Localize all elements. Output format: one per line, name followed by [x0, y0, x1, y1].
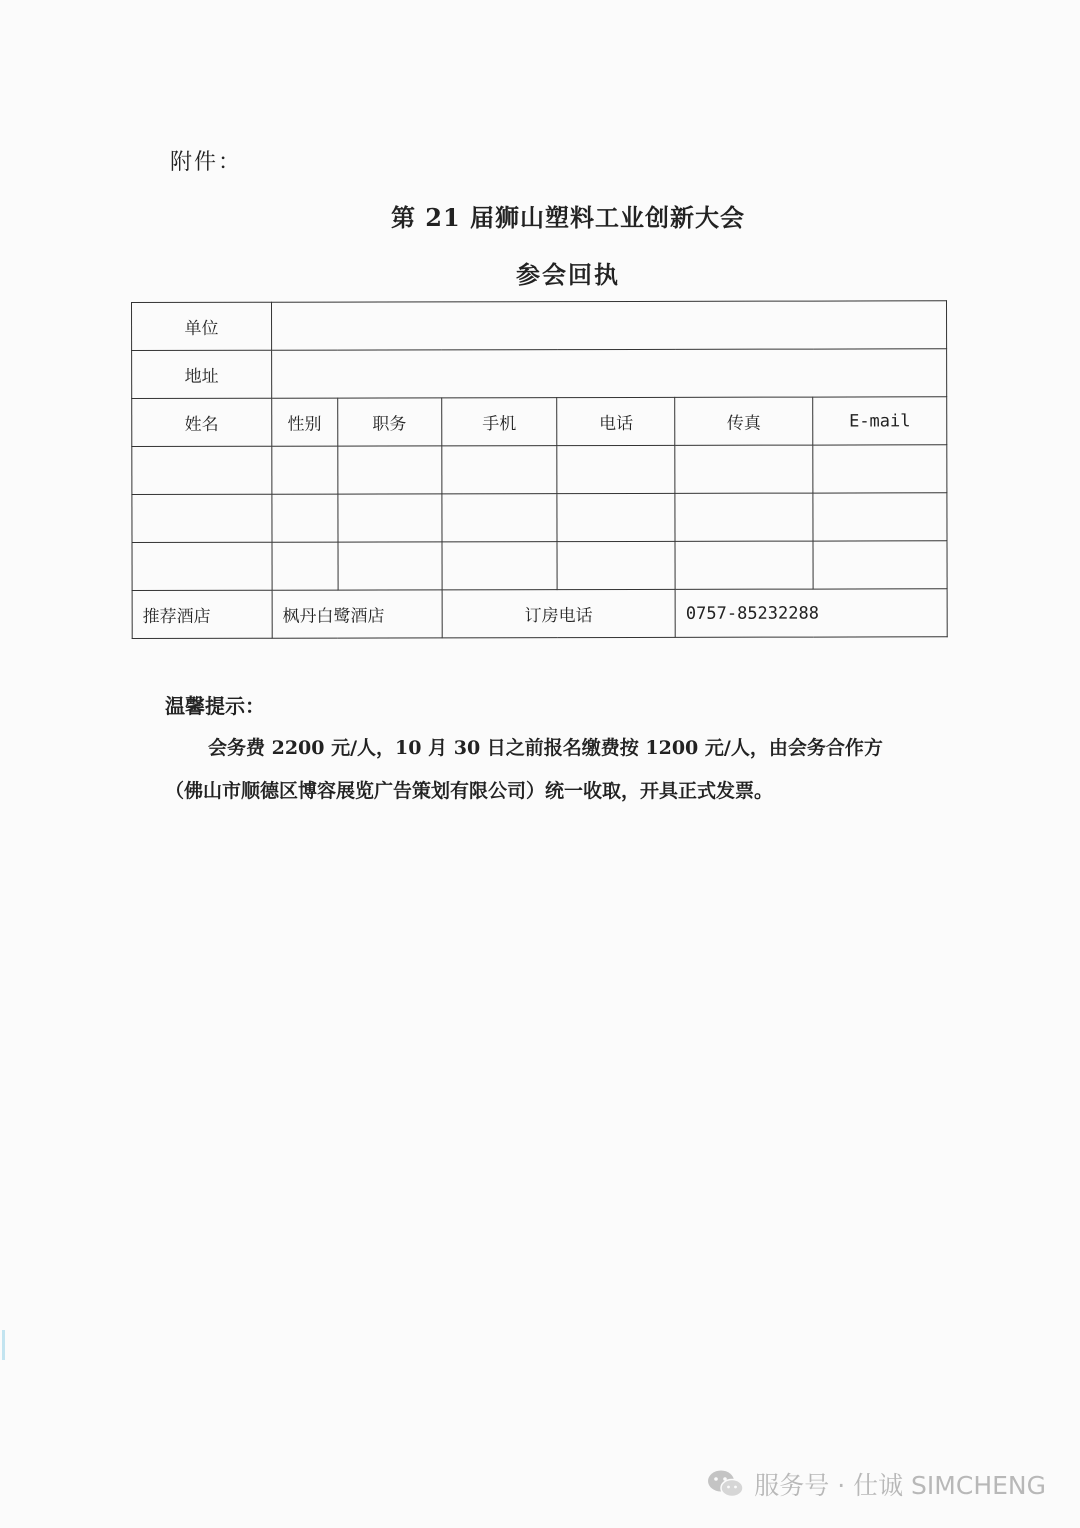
- table-header-row: [132, 397, 947, 447]
- mobile-cell[interactable]: [441, 446, 557, 494]
- address-field[interactable]: [271, 349, 946, 398]
- table-row: [132, 493, 947, 543]
- gender-cell[interactable]: [272, 542, 338, 590]
- mobile-cell[interactable]: [441, 494, 557, 542]
- gender-cell[interactable]: [272, 446, 338, 494]
- fax-cell[interactable]: [675, 541, 813, 589]
- name-cell[interactable]: [132, 446, 272, 494]
- column-header-position: 职务: [337, 398, 441, 446]
- email-cell[interactable]: [813, 445, 947, 493]
- column-header-mobile: 手机: [441, 398, 557, 446]
- phone-cell[interactable]: [557, 445, 675, 493]
- email-cell[interactable]: [813, 493, 947, 541]
- unit-row: [132, 301, 947, 351]
- position-cell[interactable]: [338, 494, 442, 542]
- attachment-label: 附件：: [170, 150, 243, 175]
- hotel-name: 枫丹白鹭酒店: [272, 590, 442, 638]
- column-header-gender: 性别: [272, 398, 338, 446]
- address-row: [132, 349, 947, 399]
- table-row: [132, 541, 947, 591]
- hotel-label: 推荐酒店: [132, 590, 272, 638]
- table-row: [132, 445, 947, 495]
- watermark-text: 服务号 · 仕诚 SIMCHENG: [754, 1471, 1046, 1500]
- booking-phone-label: 订房电话: [442, 589, 676, 637]
- column-header-email: E-mail: [813, 397, 947, 445]
- watermark: [706, 1466, 1046, 1502]
- column-header-name: 姓名: [132, 398, 272, 446]
- registration-form-table: [131, 300, 948, 639]
- mobile-cell[interactable]: [442, 542, 558, 590]
- phone-cell[interactable]: [557, 541, 675, 589]
- phone-cell[interactable]: [557, 493, 675, 541]
- fax-cell[interactable]: [675, 445, 813, 493]
- scan-edge-mark: [2, 1330, 5, 1360]
- address-label: 地址: [132, 350, 272, 398]
- tips-title: 温馨提示：: [165, 694, 265, 718]
- wechat-icon: [706, 1468, 746, 1500]
- name-cell[interactable]: [132, 542, 272, 590]
- hotel-row: [132, 589, 947, 639]
- column-header-phone: 电话: [557, 397, 675, 445]
- page-subtitle: 参会回执: [516, 260, 620, 289]
- position-cell[interactable]: [338, 446, 442, 494]
- unit-label: 单位: [132, 302, 272, 350]
- tips-line-1: 会务费 2200 元/人，10 月 30 日之前报名缴费按 1200 元/人，由会务合作方: [208, 737, 883, 759]
- name-cell[interactable]: [132, 494, 272, 542]
- email-cell[interactable]: [813, 541, 947, 589]
- column-header-fax: 传真: [675, 397, 813, 445]
- fax-cell[interactable]: [675, 493, 813, 541]
- unit-field[interactable]: [271, 301, 946, 350]
- position-cell[interactable]: [338, 542, 442, 590]
- gender-cell[interactable]: [272, 494, 338, 542]
- page-title: 第 21 届狮山塑料工业创新大会: [390, 203, 746, 232]
- booking-phone: 0757-85232288: [675, 589, 947, 638]
- tips-line-2: （佛山市顺德区博容展览广告策划有限公司）统一收取，开具正式发票。: [165, 780, 774, 802]
